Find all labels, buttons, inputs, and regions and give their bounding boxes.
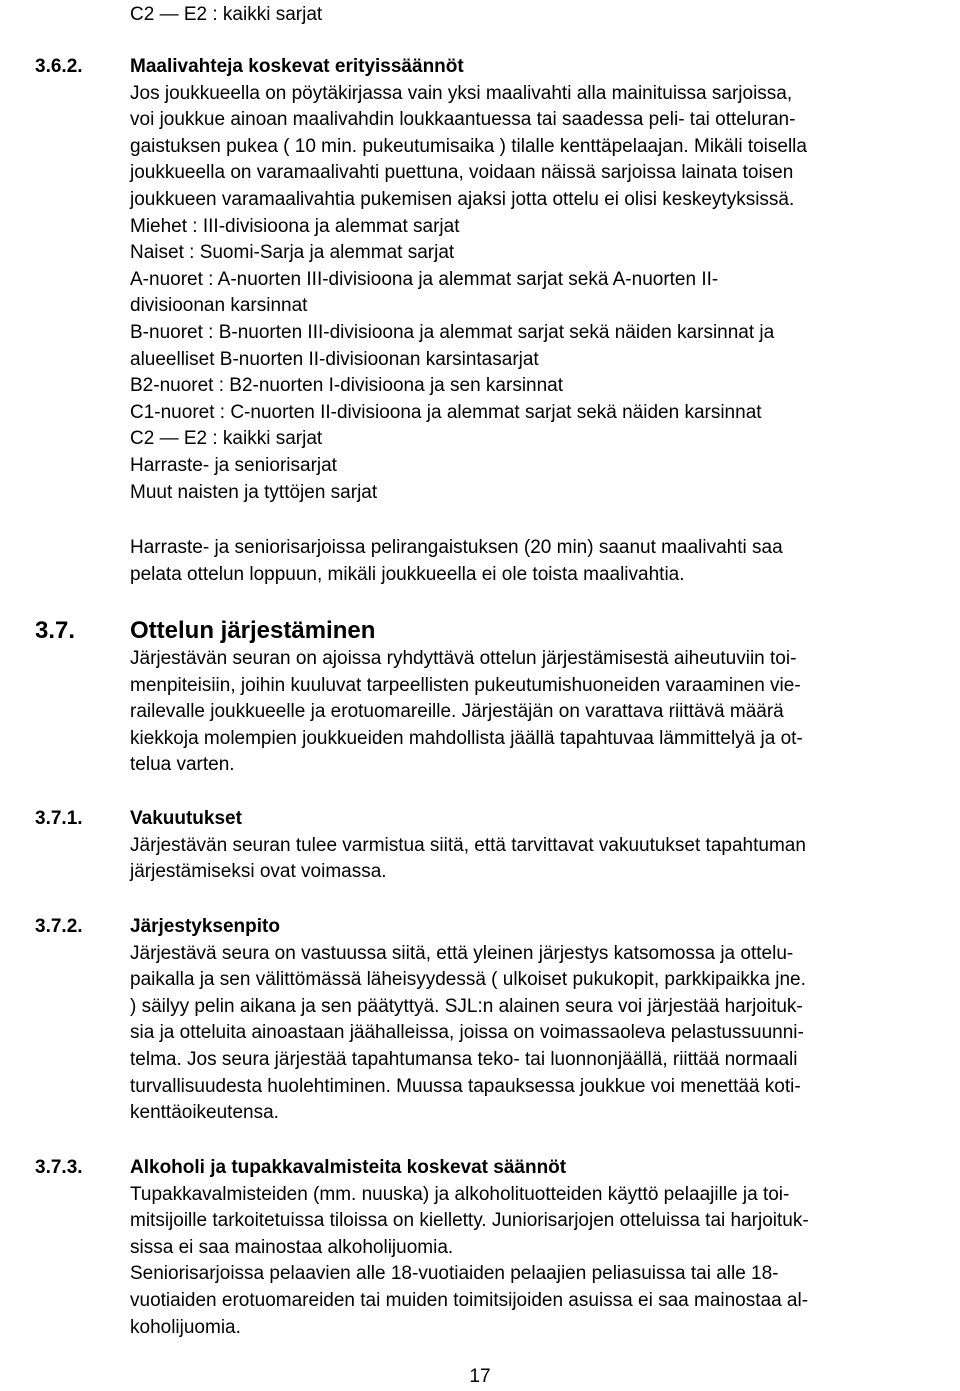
text-line: Harraste- ja seniorisarjat xyxy=(130,454,337,476)
text-line: Järjestävän seuran on ajoissa ryhdyttävä ottelun järjestämisestä aiheutuviin toi- xyxy=(130,648,797,669)
section-number: 3.7.3. xyxy=(35,1157,83,1178)
text-line: mitsijoille tarkoitetuissa tiloissa on kielletty. Juniorisarjojen otteluissa tai harjoituk- xyxy=(130,1210,809,1232)
text-line: ) säilyy pelin aikana ja sen päätyttyä. SJL:n alainen seura voi järjestää harjoituk- xyxy=(130,995,803,1017)
text-line: kenttäoikeutensa. xyxy=(130,1102,279,1124)
section-3-7-1 xyxy=(130,806,935,886)
text-line: Järjestävä seura on vastuussa siitä, että yleinen järjestys katsomossa ja ottelu- xyxy=(130,942,794,964)
section-number: 3.7.1. xyxy=(35,808,83,829)
text-line: paikalla ja sen välittömässä läheisyydessä ( ulkoiset pukukopit, parkkipaikka jne. xyxy=(130,969,806,991)
text-line: C2 — E2 : kaikki sarjat xyxy=(130,428,323,450)
text-line: railevalle joukkueelle ja erotuomareille. Järjestäjän on varattava riittävä määrä xyxy=(130,701,784,723)
section-3-6-2 xyxy=(130,54,935,506)
continued-line xyxy=(130,2,935,29)
text-line: kiekkoja molempien joukkueiden mahdollista jäällä tapahtuvaa lämmittelyä ja ot- xyxy=(130,727,803,749)
text-line: Naiset : Suomi-Sarja ja alemmat sarjat xyxy=(130,242,455,264)
text-line: B-nuoret : B-nuorten III-divisioona ja alemmat sarjat sekä näiden karsinnat ja xyxy=(130,321,775,343)
text-line: C1-nuoret : C-nuorten II-divisioona ja alemmat sarjat sekä näiden karsinnat xyxy=(130,401,762,423)
text-line: alueelliset B-nuorten II-divisioonan karsintasarjat xyxy=(130,348,539,370)
section-3-7 xyxy=(130,616,935,779)
text-line: Harraste- ja seniorisarjoissa pelirangaistuksen (20 min) saanut maalivahti saa xyxy=(130,537,783,558)
page-number: 17 xyxy=(469,1366,491,1387)
text-line: Seniorisarjoissa pelaavien alle 18-vuotiaiden pelaajien peliasuissa tai alle 18- xyxy=(130,1263,779,1285)
section-number: 3.7. xyxy=(35,617,76,644)
text-line: vuotiaiden erotuomareiden tai muiden toimitsijoiden asuissa ei saa mainostaa al- xyxy=(130,1289,809,1311)
text-line: Miehet : III-divisioona ja alemmat sarjat xyxy=(130,215,460,237)
section-title: Järjestyksenpito xyxy=(130,916,280,937)
text-line: menpiteisiin, joihin kuuluvat tarpeellisten pukeutumishuoneiden varaaminen vie- xyxy=(130,674,801,696)
text-line: sia ja otteluita ainoastaan jäähalleissa, joissa on voimassaoleva pelastussuunni- xyxy=(130,1022,804,1044)
text-line: joukkueen varamaalivahtia pukemisen ajaksi jotta ottelu ei olisi keskeytyksissä. xyxy=(130,188,795,210)
text-line: Tupakkavalmisteiden (mm. nuuska) ja alkoholituotteiden käyttö pelaajille ja toi- xyxy=(130,1183,790,1205)
text-line: C2 — E2 : kaikki sarjat xyxy=(130,4,323,25)
text-line: Muut naisten ja tyttöjen sarjat xyxy=(130,481,378,503)
text-line: joukkueella on varamaalivahti puettuna, voidaan näissä sarjoissa lainata toisen xyxy=(130,162,794,184)
section-3-7-2 xyxy=(130,914,935,1127)
text-line: Järjestävän seuran tulee varmistua siitä, että tarvittavat vakuutukset tapahtuman xyxy=(130,834,806,856)
section-number: 3.7.2. xyxy=(35,916,83,937)
section-title: Vakuutukset xyxy=(130,808,242,829)
text-line: pelata ottelun loppuun, mikäli joukkueella ei ole toista maalivahtia. xyxy=(130,563,685,585)
text-line: A-nuoret : A-nuorten III-divisioona ja alemmat sarjat sekä A-nuorten II- xyxy=(130,268,719,290)
text-line: telma. Jos seura järjestää tapahtumansa teko- tai luonnonjäällä, riittää normaali xyxy=(130,1048,798,1070)
section-title: Ottelun järjestäminen xyxy=(130,617,376,644)
text-line: voi joukkue ainoan maalivahdin loukkaantuessa tai saadessa peli- tai otteluran- xyxy=(130,109,796,131)
section-3-6-2-note xyxy=(130,535,935,588)
section-3-7-3 xyxy=(130,1155,935,1341)
text-line: turvallisuudesta huolehtiminen. Muussa tapauksessa joukkue voi menettää koti- xyxy=(130,1075,801,1097)
text-line: B2-nuoret : B2-nuorten I-divisioona ja sen karsinnat xyxy=(130,375,564,397)
section-title: Maalivahteja koskevat erityissäännöt xyxy=(130,56,464,77)
text-line: sissa ei saa mainostaa alkoholijuomia. xyxy=(130,1236,454,1258)
section-title: Alkoholi ja tupakkavalmisteita koskevat säännöt xyxy=(130,1157,567,1178)
text-line: järjestämiseksi ovat voimassa. xyxy=(130,861,387,883)
text-line: gaistuksen pukea ( 10 min. pukeutumisaika ) tilalle kenttäpelaajan. Mikäli toisella xyxy=(130,135,807,157)
text-line: telua varten. xyxy=(130,754,235,776)
text-line: divisioonan karsinnat xyxy=(130,295,308,317)
section-number: 3.6.2. xyxy=(35,56,83,77)
text-line: koholijuomia. xyxy=(130,1316,241,1338)
text-line: Jos joukkueella on pöytäkirjassa vain yksi maalivahti alla mainituissa sarjoissa, xyxy=(130,82,793,104)
